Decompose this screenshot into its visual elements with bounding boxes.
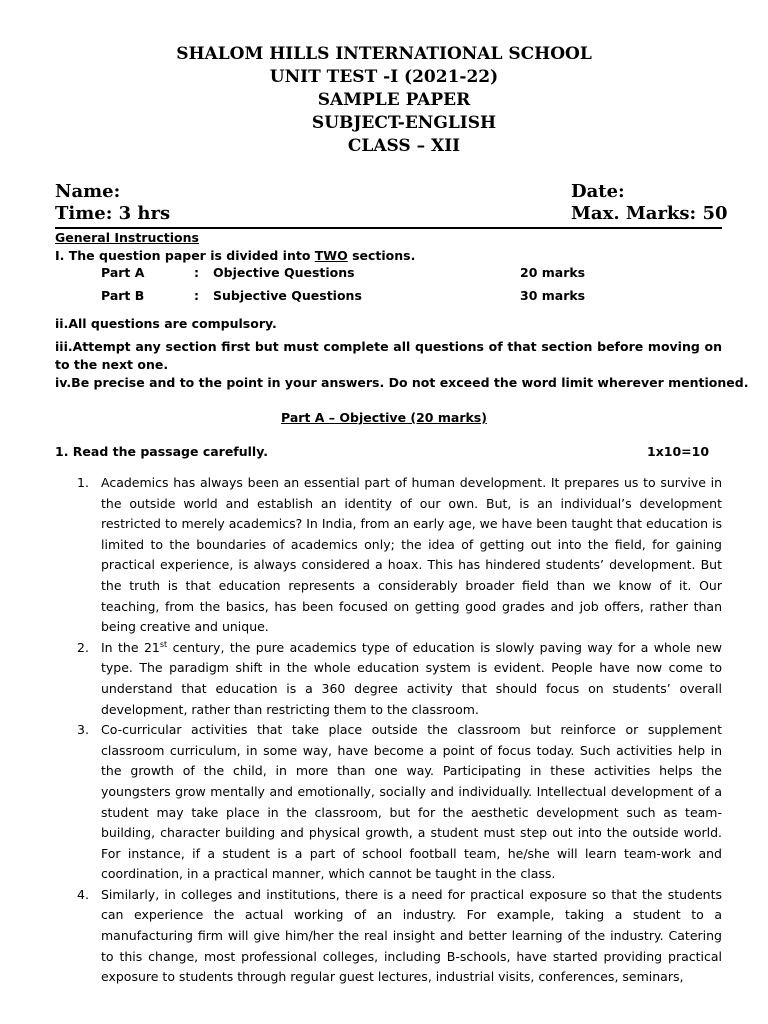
- section-title: Part A – Objective (20 marks): [281, 410, 487, 425]
- passage-list: [0, 473, 768, 988]
- list-item: [77, 720, 722, 885]
- part-a-separator: :: [194, 265, 199, 280]
- date-field-label: Date:: [571, 181, 625, 202]
- part-a-label: Part A: [101, 265, 145, 280]
- list-item: [77, 473, 722, 638]
- list-item: [77, 885, 722, 988]
- list-item-number: 2.: [77, 639, 89, 655]
- max-marks-label: Max. Marks: 50: [571, 203, 728, 224]
- class-title: CLASS – XII: [347, 136, 461, 156]
- instructions-heading: General Instructions: [55, 230, 199, 245]
- instruction-4: iv.Be precise and to the point in your answers. Do not exceed the word limit wherever mentioned.: [55, 375, 749, 390]
- document-header: [0, 43, 768, 158]
- list-item: [77, 638, 722, 720]
- instruction-2: ii.All questions are compulsory.: [55, 316, 277, 331]
- list-item-text: Academics has always been an essential part of human development. It prepares us to survive in the outside world and establish an identity of our own. But, is an individual’s development restricted to merely academics? In India, from an early age, we have been taught that education is limited to the boundaries of academics only; the idea of getting out into the field, for gaining practical experience, is always considered a hoax. This has hindered students’ development. But the truth is that education represents a considerably broader field than we know of it. Our teaching, from the basics, has been focused on getting good grades and job offers, rather than being creative and unique.: [101, 475, 722, 635]
- part-b-label: Part B: [101, 288, 145, 303]
- school-name: SHALOM HILLS INTERNATIONAL SCHOOL: [176, 44, 592, 64]
- test-title: UNIT TEST -I (2021-22): [269, 67, 499, 87]
- list-item-text: Similarly, in colleges and institutions, there is a need for practical exposure so that the students can experience the actual working of an industry. For example, taking a student to a manufacturing firm will give him/her the real insight and better learning of the industry. Catering to this change, most professional colleges, including B-schools, have started providing practical exposure to students through regular guest lectures, industrial visits, conferences, seminars,: [101, 886, 722, 985]
- question-marks: 1x10=10: [647, 444, 710, 459]
- ordinal-suffix: st: [159, 639, 168, 649]
- instruction-1-emphasis: TWO: [314, 248, 348, 263]
- part-a-marks: 20 marks: [520, 265, 586, 280]
- part-b-separator: :: [194, 288, 199, 303]
- instruction-1-suffix: sections.: [347, 248, 416, 263]
- list-item-number: 3.: [77, 722, 89, 738]
- instruction-3: iii.Attempt any section first but must complete all questions of that section before moving on to the next one.: [55, 339, 722, 372]
- part-b-description: Subjective Questions: [213, 288, 362, 303]
- part-b-marks: 30 marks: [520, 288, 586, 303]
- subject-title: SUBJECT-ENGLISH: [311, 113, 497, 133]
- list-item-text: century, the pure academics type of education is slowly paving way for a whole new type. The paradigm shift in the whole education system is evident. People have now come to understand that education is a 360 degree activity that should focus on students’ overall development, rather than restricting them to the classroom.: [101, 639, 722, 717]
- list-item-number: 4.: [77, 886, 89, 902]
- part-a-description: Objective Questions: [213, 265, 355, 280]
- list-item-number: 1.: [77, 475, 89, 490]
- paper-type: SAMPLE PAPER: [317, 90, 471, 110]
- time-label: Time: 3 hrs: [55, 203, 171, 224]
- list-item-text: Co-curricular activities that take place outside the classroom but reinforce or supplement classroom curriculum, in some way, have become a point of focus today. Such activities help in the growth of the child, in more than one way. Participating in these activities helps the youngsters grow mentally and emotionally, socially and individually. Intellectual development of a student may take place in the classroom, but for the aesthetic development such as team-building, character building and physical growth, a student must step out into the outside world. For instance, if a student is a part of school football team, he/she will learn team-work and coordination, in a practical manner, which cannot be taught in the class.: [101, 722, 722, 882]
- instruction-1-prefix: I. The question paper is divided into: [55, 248, 315, 263]
- question-text: 1. Read the passage carefully.: [55, 444, 268, 459]
- list-item-text-start: In the 21: [101, 639, 160, 655]
- name-field-label: Name:: [55, 181, 121, 202]
